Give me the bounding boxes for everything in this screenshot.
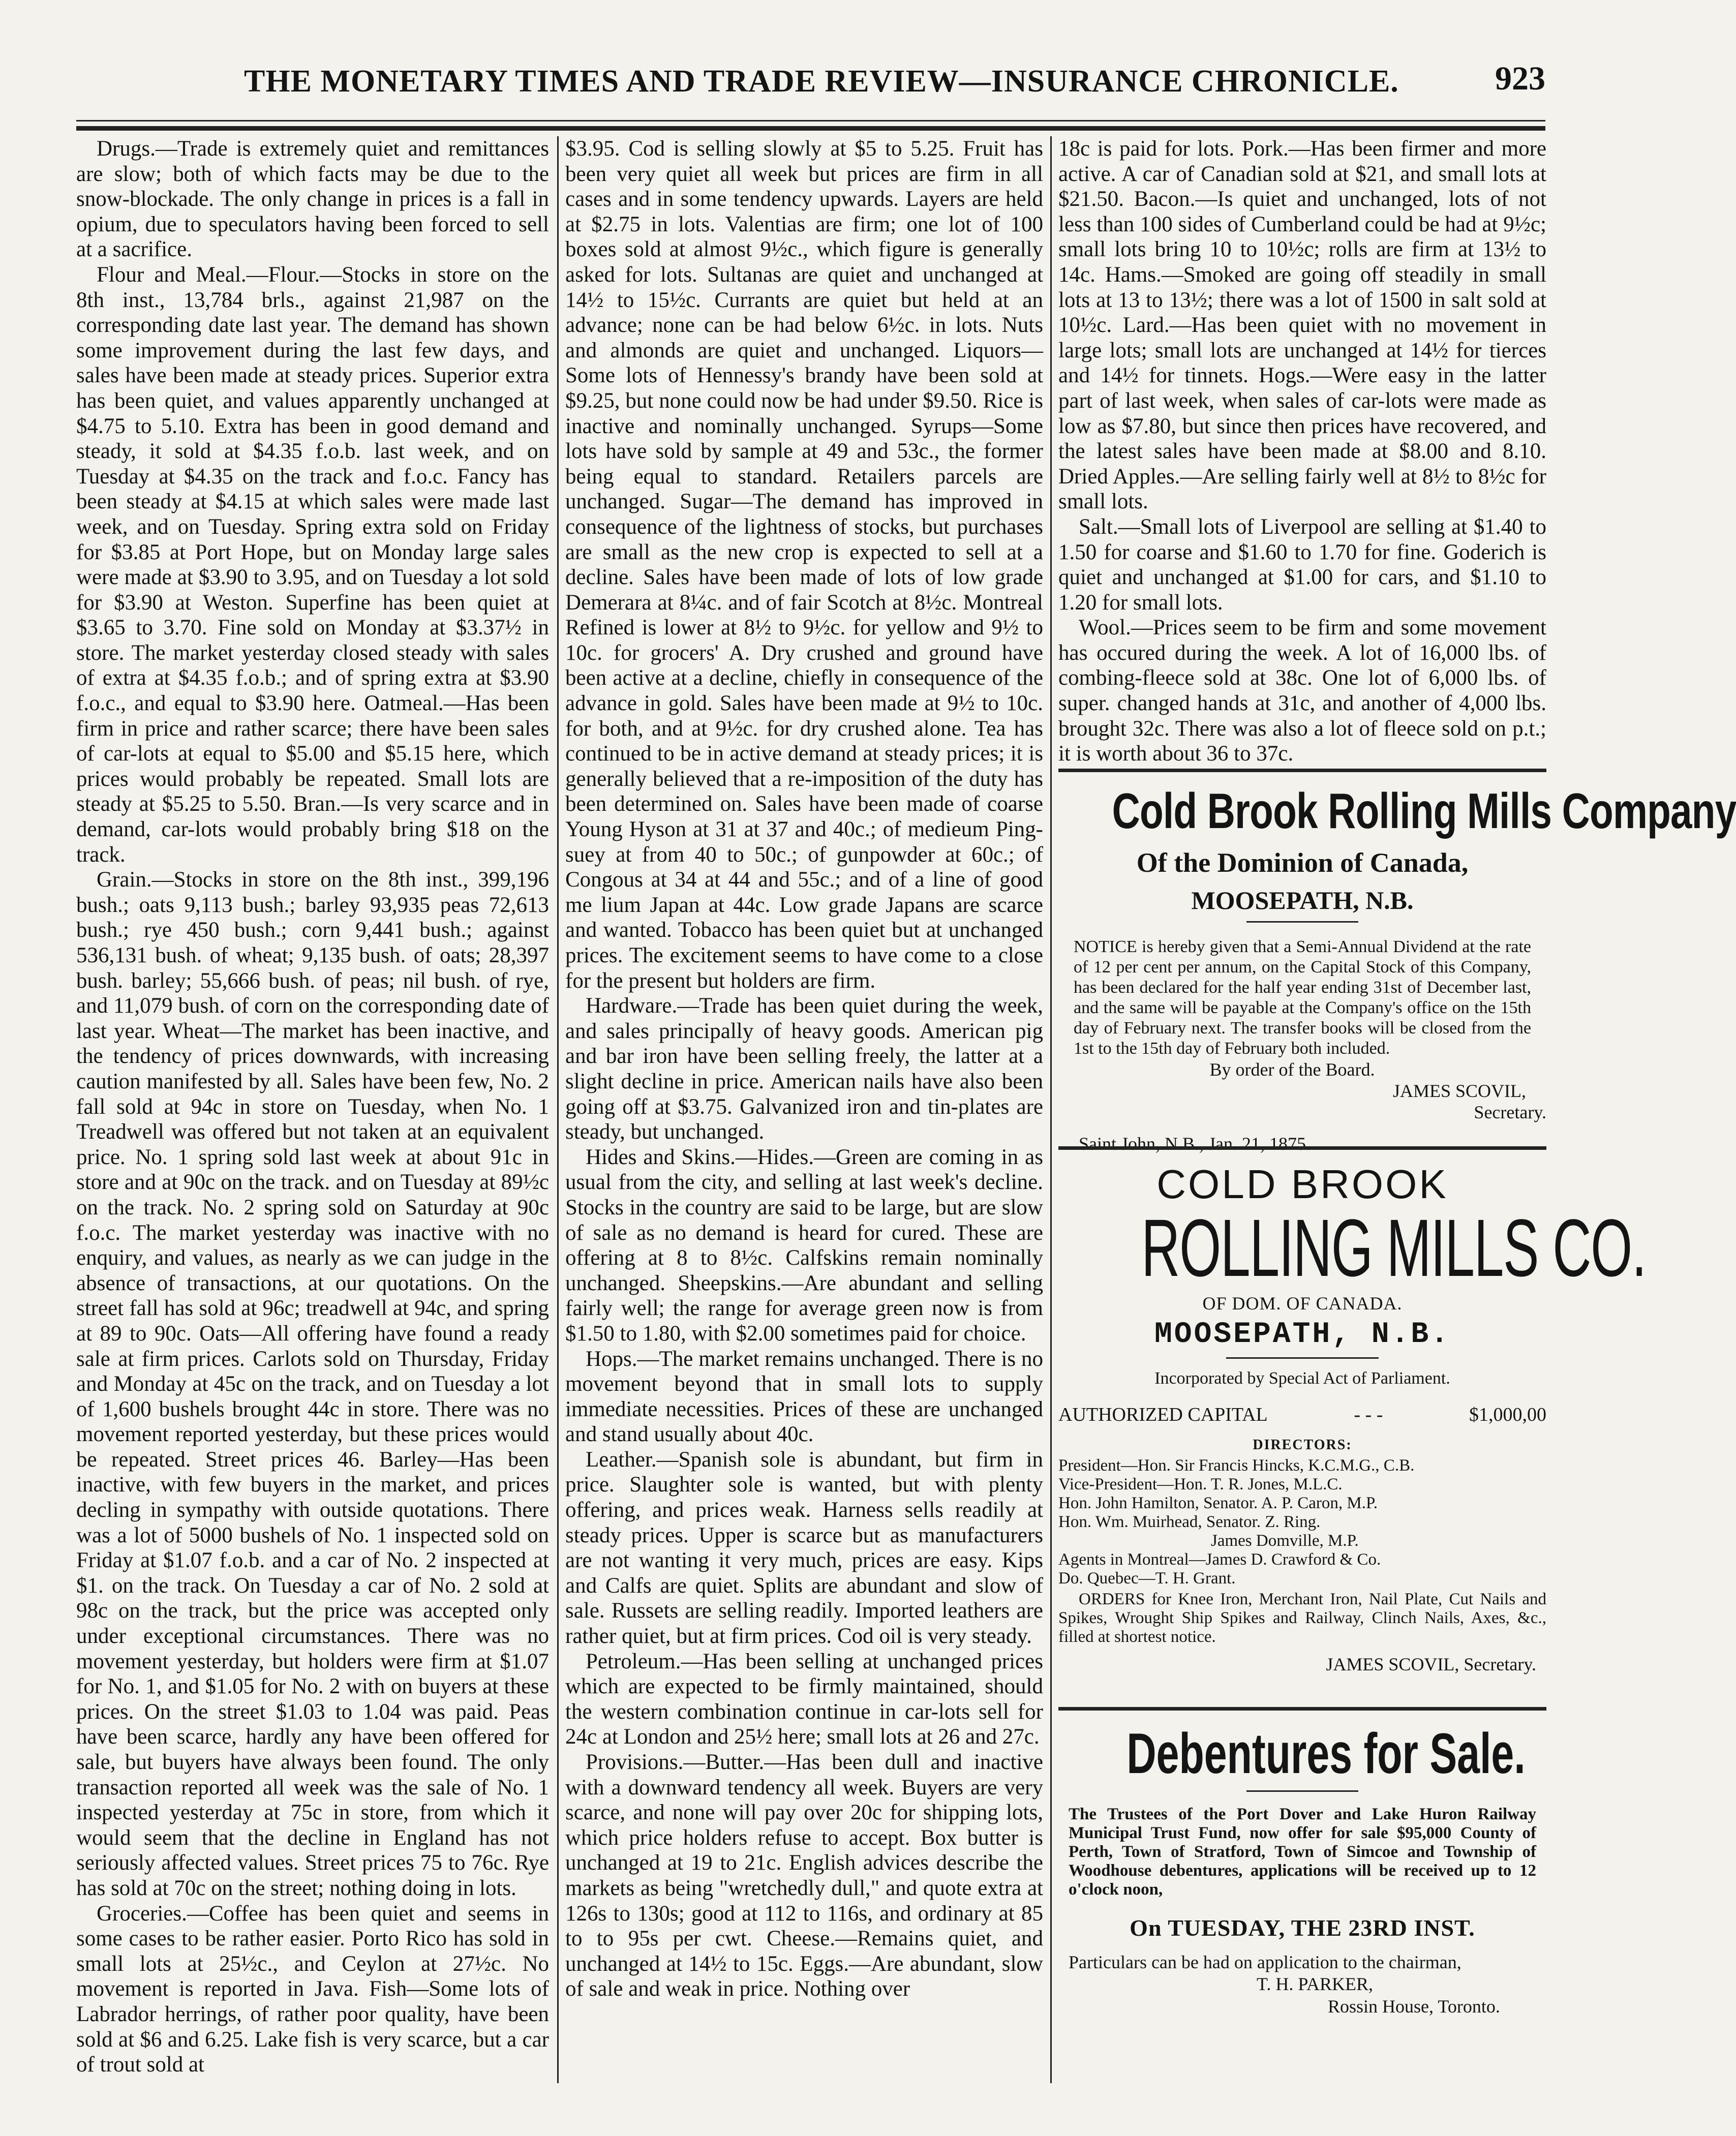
column-divider-2 bbox=[1050, 136, 1052, 2083]
ad3-tuesday: On TUESDAY, THE 23RD INST. bbox=[1130, 1915, 1475, 1941]
paragraph-grain: Grain.—Stocks in store on the 8th inst., 399,196 bush.; oats 9,113 bush.; barley 93,935 peas 72,613 bush.; rye 450 bush.; corn 9,441 bush.; against 536,131 bush. of wheat; 9,135 bush. of oats; 28,397 bush. barley; 55,666 bush. of peas; nil bush. of rye, and 11,079 bush. of corn on the corresponding date of last year. Wheat—The market has been inactive, and the tendency of prices downwards, with increasing caution manifested by all. Sales have been few, No. 2 fall sold at 94c in store on Tuesday, when No. 1 Treadwell was offered but not taken at an equivalent price. No. 1 spring sold last week at about 91c in store and at 90c on the track. and on Tuesday at 89½c on the track. No. 2 spring sold on Saturday at 90c f.o.c. The market yesterday was inactive with no enquiry, and values, as nearly as we can judge in the absence of transactions, at our quotations. On the street fall has sold at 96c; treadwell at 94c, and spring at 89 to 90c. Oats—All offering have found a ready sale at firm prices. Carlots sold on Thursday, Friday and Monday at 45c on the track, and on Tuesday a lot of 1,600 bushels brought 44c in store. There was no movement reported yesterday, but these prices would be repeated. Street prices 46. Barley—Has been inactive, with few buyers in the market, and prices decling in sympathy with outside quotations. There was a lot of 5000 bushels of No. 1 inspected sold on Friday at $1.07 f.o.b. and a car of No. 2 inspected at $1. on the track. On Tuesday a car of No. 2 sold at 98c on the track, but the price was accepted only under exceptional circumstances. There was no movement yesterday, but holders were firm at $1.07 for No. 1, and $1.05 for No. 2 with on buyers at these prices. On the street $1.03 to 1.04 was paid. Peas have been scarce, hardly any have been offered for sale, but buyers have always been found. The only transaction reported all week was the sale of No. 1 inspected yesterday at 75c in store, from which it would seem that the decline in England has not seriously affected values. Street prices 75 to 76c. Rye has sold at 70c on the street; nothing doing in lots. bbox=[76, 868, 549, 1900]
ad2-orders: ORDERS for Knee Iron, Merchant Iron, Nail Plate, Cut Nails and Spikes, Wrought Ship Spikes and Railway, Clinch Nails, Axes, &c., filled at shortest notice. bbox=[1058, 1590, 1546, 1646]
column-2 bbox=[565, 136, 1043, 2083]
ad2-capital bbox=[1058, 1403, 1546, 1426]
ad2-dom: OF DOM. OF CANADA. bbox=[1202, 1293, 1403, 1314]
ad1-subtitle: Of the Dominion of Canada, bbox=[1136, 847, 1469, 878]
ad1-rule bbox=[1246, 921, 1358, 923]
ad2-place: MOOSEPATH, N.B. bbox=[1154, 1318, 1451, 1351]
ad1-notice: NOTICE is hereby given that a Semi-Annual Dividend at the rate of 12 per cent per annum, on the Capital Stock of this Company, has been declared for the half year ending 31st of December last, and the same will be payable at the Company's office on the 15th day of February next. The transfer books will be closed from the 1st to the 15th day of February both included. bbox=[1074, 937, 1531, 1058]
ad2-capital-label: AUTHORIZED CAPITAL bbox=[1058, 1404, 1268, 1425]
header-rule-thin bbox=[76, 120, 1545, 121]
column-3-text bbox=[1058, 136, 1546, 766]
paragraph-leather: Leather.—Spanish sole is abundant, but firm in price. Slaughter sole is wanted, but with plenty offering, and prices weak. Harness sells readily at steady prices. Upper is scarce but as manufacturers are not wanting it very much, prices are easy. Kips and Calfs are quiet. Splits are abundant and slow of sale. Russets are selling readily. Imported leathers are rather quiet, but at firm prices. Cod oil is very steady. bbox=[565, 1447, 1043, 1649]
ad1-by-order: By order of the Board. bbox=[1209, 1059, 1375, 1080]
paragraph-groceries: Groceries.—Coffee has been quiet and seems in some cases to be rather easier. Porto Rico has sold in small lots at 25½c., and Ceylon at 27½c. No movement is reported in Java. Fish—Some lots of Labrador herrings, of rather poor quality, have been sold at $6 and 6.25. Lake fish is very scarce, but a car of trout sold at bbox=[76, 1901, 549, 2077]
advertisement-debentures bbox=[1058, 1723, 1546, 2018]
ad2-rule bbox=[1226, 1357, 1379, 1359]
paragraph-salt: Salt.—Small lots of Liverpool are selling at $1.40 to 1.50 for coarse and $1.60 to 1.70 for fine. Goderich is quiet and unchanged at $1.00 for cars, and $1.10 to 1.20 for small lots. bbox=[1058, 514, 1546, 615]
paragraph-hides-and-skins: Hides and Skins.—Hides.—Green are coming in as usual from the city, and selling at last week's decline. Stocks in the country are said to be large, but are slow of sale as no demand is heard for cured. These are offering at 8 to 8½c. Calfskins remain nominally unchanged. Sheepskins.—Are abundant and selling fairly well; the range for average green now is from $1.50 to 1.80, with $2.00 sometimes paid for choice. bbox=[565, 1145, 1043, 1346]
paragraph-hardware: Hardware.—Trade has been quiet during the week, and sales principally of heavy goods. American pig and bar iron have been selling freely, the latter at a slight decline in price. American nails have also been going off at $3.75. Galvanized iron and tin-plates are steady, but unchanged. bbox=[565, 994, 1043, 1144]
page-header bbox=[76, 48, 1545, 119]
ad1-signer-title: Secretary. bbox=[1474, 1102, 1546, 1122]
paragraph-flour-and-meal: Flour and Meal.—Flour.—Stocks in store on the 8th inst., 13,784 brls., against 21,987 on the corresponding date last year. The demand has shown some improvement during the last few days, and sales have been made at steady prices. Superior extra has been quiet, and values apparently unchanged at $4.75 to 5.10. Extra has been in good demand and steady, it sold at $4.35 f.o.b. last week, and on Tuesday at $4.35 on the track and f.o.c. Fancy has been steady at $4.15 at which sales were made last week, and on Tuesday. Spring extra sold on Friday for $3.85 at Port Hope, but on Monday large sales were made at $3.90 to 3.95, and on Tuesday a lot sold for $3.90 at Weston. Superfine has been quiet at $3.65 to 3.70. Fine sold on Monday at $3.37½ in store. The market yesterday closed steady with sales of extra at $4.35 f.o.b.; and of spring extra at $3.90 f.o.c., and equal to $3.90 here. Oatmeal.—Has been firm in price and rather scarce; there have been sales of car-lots at equal to $5.00 and $5.15 here, which prices would probably be repeated. Small lots are steady at $5.25 to 5.50. Bran.—Is very scarce and in demand, car-lots would probably bring $18 on the track. bbox=[76, 262, 549, 867]
page-number: 923 bbox=[1495, 60, 1545, 97]
ad3-address: Rossin House, Toronto. bbox=[1328, 1996, 1500, 2017]
paragraph-hops: Hops.—The market remains unchanged. There is no movement beyond that in small lots to supply immediate necessities. Prices of these are unchanged and stand usually about 40c. bbox=[565, 1347, 1043, 1447]
ad2-agent: Agents in Montreal—James D. Crawford & Co. bbox=[1058, 1550, 1381, 1569]
ad2-capital-value: $1,000,00 bbox=[1469, 1404, 1546, 1425]
advertisement-dividend-notice bbox=[1058, 783, 1736, 1154]
paragraph-provisions: Provisions.—Butter.—Has been dull and inactive with a downward tendency all week. Buyers are very scarce, and none will pay over 20c for shipping lots, which price holders refuse to accept. Box butter is unchanged at 19 to 21c. English advices describe the markets as being "wretchedly dull," and quote extra at 126s to 130s; good at 112 to 116s, and ordinary at 85 to to 95s per cwt. Cheese.—Remains quiet, and unchanged at 14½ to 15c. Eggs.—Are abundant, slow of sale and weak in price. Nothing over bbox=[565, 1750, 1043, 2001]
ad1-title: Cold Brook Rolling Mills Company bbox=[1112, 783, 1736, 839]
ad2-director: James Domville, M.P. bbox=[1211, 1532, 1359, 1550]
ad3-particulars: Particulars can be had on application to the chairman, bbox=[1069, 1952, 1461, 1972]
ad2-directors-list bbox=[1058, 1456, 1546, 1588]
ad3-text: The Trustees of the Port Dover and Lake Huron Railway Municipal Trust Fund, now offer for sale $95,000 County of Perth, Town of Stratford, Town of Simcoe and Township of Woodhouse debentures, applications will be received up to 12 o'clock noon, bbox=[1069, 1805, 1536, 1899]
ad2-agent: Do. Quebec—T. H. Grant. bbox=[1058, 1569, 1236, 1588]
header-rule-thick bbox=[76, 126, 1545, 131]
paragraph-petroleum: Petroleum.—Has been selling at unchanged prices which are expected to be firmly maintained, should the western combination continue in car-lots sell for 24c at London and 25½ here; small lots at 26 and 27c. bbox=[565, 1649, 1043, 1749]
ad2-secretary: JAMES SCOVIL, Secretary. bbox=[1326, 1654, 1536, 1674]
ad3-name: T. H. PARKER, bbox=[1257, 1974, 1374, 1994]
ad1-signer: JAMES SCOVIL, bbox=[1392, 1081, 1526, 1101]
column-divider-1 bbox=[557, 136, 559, 2083]
column-1 bbox=[76, 136, 549, 2083]
paragraph-groceries-cont: $3.95. Cod is selling slowly at $5 to 5.25. Fruit has been very quiet all week but prices are firm in all cases and in some tendency upwards. Layers are held at $2.75 in lots. Valentias are firm; one lot of 100 boxes sold at almost 9½c., which figure is generally asked for lots. Sultanas are quiet and unchanged at 14½ to 15½c. Currants are quiet but held at an advance; none can be had below 6½c. in lots. Nuts and almonds are quiet and unchanged. Liquors—Some lots of Hennessy's brandy have been sold at $9.25, but none could now be had under $9.50. Rice is inactive and nominally unchanged. Syrups—Some lots have sold by sample at 49 and 53c., the former being equal to standard. Retailers parcels are unchanged. Sugar—The demand has improved in consequence of the lightness of stocks, but purchases are small as the new crop is expected to sell at a decline. Sales have been made of lots of low grade Demerara at 8¼c. and of fair Scotch at 8½c. Montreal Refined is lower at 8½ to 9½c. for yellow and 9½ to 10c. for grocers' A. Dry crushed and ground have been active at a decline, chiefly in consequence of the advance in gold. Sales have been made at 9½ to 10c. for both, and at 9½c. for dry crushed alone. Tea has continued to be in active demand at steady prices; it is generally believed that a re-imposition of the duty has been determined on. Sales have been made of coarse Young Hyson at 31 at 37 and 40c.; of medieum Ping-suey at from 40 to 50c.; of gunpowder at 60c.; of Congous at 34 at 44 and 55c.; and of a line of good me lium Japan at 44c. Low grade Japans are scarce and wanted. Tobacco has been quiet but at unchanged prices. The excitement seems to have come to a close for the present but holders are firm. bbox=[565, 137, 1043, 993]
paragraph-provisions-cont: 18c is paid for lots. Pork.—Has been firmer and more active. A car of Canadian sold at $21, and small lots at $21.50. Bacon.—Is quiet and unchanged, lots of not less than 100 sides of Cumberland could be had at 9½c; small lots bring 10 to 10½c; rolls are firm at 13½ to 14c. Hams.—Smoked are going off steadily in small lots at 13 to 13½; there was a lot of 1500 in salt sold at 10½c. Lard.—Has been quiet with no movement in large lots; small lots are unchanged at 14½ for tierces and 14½ for tinnets. Hogs.—Were easy in the latter part of last week, when sales of car-lots were made as low as $7.80, but since then prices have recovered, and the latest sales have been made at $8.00 and 8.10. Dried Apples.—Are selling fairly well at 8½ to 8½c for small lots. bbox=[1058, 137, 1546, 514]
ad2-director: Hon. John Hamilton, Senator. A. P. Caron, M.P. bbox=[1058, 1494, 1378, 1512]
ad2-line2: ROLLING MILLS CO. bbox=[1141, 1202, 1646, 1293]
ad2-capital-dashes: - - - bbox=[1354, 1404, 1383, 1425]
ad3-rule bbox=[1246, 1790, 1358, 1792]
ad2-director: Hon. Wm. Muirhead, Senator. Z. Ring. bbox=[1058, 1513, 1321, 1531]
ad2-director: Vice-President—Hon. T. R. Jones, M.L.C. bbox=[1058, 1475, 1343, 1493]
ad1-place: MOOSEPATH, N.B. bbox=[1191, 886, 1414, 914]
ad2-directors-heading: DIRECTORS: bbox=[1253, 1437, 1352, 1453]
ad3-title: Debentures for Sale. bbox=[1126, 1722, 1526, 1785]
ad-divider-1 bbox=[1058, 769, 1546, 772]
paragraph-wool: Wool.—Prices seem to be firm and some movement has occured during the week. A lot of 16,000 lbs. of combing-fleece sold at 38c. One lot of 6,000 lbs. of super. changed hands at 31c, and another of 4,000 lbs. brought 32c. There was also a lot of fleece sold on p.t.; it is worth about 36 to 37c. bbox=[1058, 616, 1546, 766]
paragraph-drugs: Drugs.—Trade is extremely quiet and remittances are slow; both of which facts may be due to the snow-blockade. The only change in prices is a fall in opium, due to speculators having been forced to sell at a sacrifice. bbox=[76, 137, 549, 262]
ad1-dateline: Saint John, N.B., Jan. 21, 1875. bbox=[1079, 1134, 1311, 1154]
ad-divider-2 bbox=[1058, 1146, 1546, 1150]
ad2-line1: COLD BROOK bbox=[1156, 1162, 1448, 1207]
ad2-director: President—Hon. Sir Francis Hincks, K.C.M.G., C.B. bbox=[1058, 1456, 1415, 1475]
advertisement-rolling-mills bbox=[1058, 1162, 1646, 1675]
ad-divider-3 bbox=[1058, 1707, 1546, 1711]
ad2-incorporated: Incorporated by Special Act of Parliament. bbox=[1154, 1369, 1450, 1388]
page-title: THE MONETARY TIMES AND TRADE REVIEW—INSURANCE CHRONICLE. bbox=[244, 64, 1399, 99]
